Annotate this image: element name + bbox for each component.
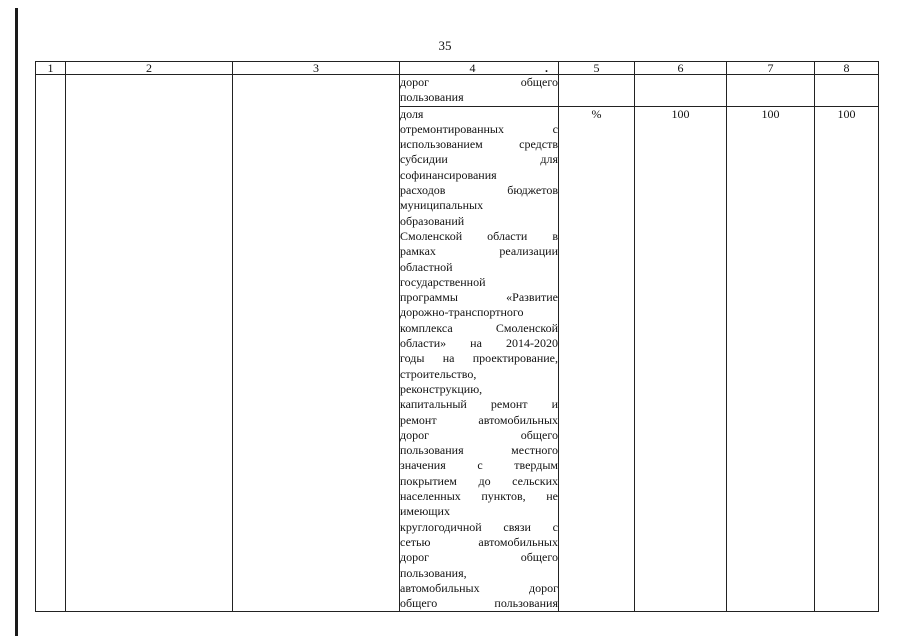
cell-col5-empty	[559, 75, 635, 107]
data-table	[35, 61, 879, 612]
text-line: сетью автомобильных	[400, 534, 558, 549]
header-cell-5: 5	[559, 62, 635, 75]
header-cell-3: 3	[233, 62, 400, 75]
header-cell-4: 4 .	[400, 62, 559, 75]
value-cell-col6: 100	[635, 106, 727, 612]
text-line: государственной	[400, 274, 486, 289]
text-line: комплекса Смоленской	[400, 320, 558, 335]
binding-edge-line	[15, 8, 18, 636]
text-line: имеющих	[400, 504, 450, 519]
page-number: 35	[438, 38, 452, 53]
header-cell-1: 1	[36, 62, 66, 75]
text-line: пользования	[400, 90, 464, 105]
cell-col2	[66, 75, 233, 612]
cell-col8-empty	[815, 75, 879, 107]
unit-cell: %	[559, 106, 635, 612]
text-line: рамках реализации	[400, 244, 558, 259]
text-line: ремонт автомобильных	[400, 412, 558, 427]
text-line: программы «Развитие	[400, 290, 558, 305]
text-line: субсидии для	[400, 152, 558, 167]
text-line: значения с твердым	[400, 458, 558, 473]
text-line: софинансирования	[400, 167, 497, 182]
cell-col7-empty	[727, 75, 815, 107]
table-header-row	[36, 62, 879, 75]
text-line: капитальный ремонт и	[400, 397, 558, 412]
header-cell-8: 8	[815, 62, 879, 75]
text-line: населенных пунктов, не	[400, 489, 558, 504]
text-line: пользования местного	[400, 443, 558, 458]
text-line: дорожно-транспортного	[400, 305, 524, 320]
cell-col6-empty	[635, 75, 727, 107]
text-line: автомобильных дорог	[400, 580, 558, 595]
text-line: дорог общего	[400, 75, 558, 89]
text-line: строительство,	[400, 366, 477, 381]
text-line: расходов бюджетов	[400, 183, 558, 198]
continuation-text	[400, 75, 559, 107]
header-cell-2: 2	[66, 62, 233, 75]
value-cell-col8: 100	[815, 106, 879, 612]
table-row-continuation	[36, 75, 879, 107]
header-cell-7: 7	[727, 62, 815, 75]
text-line: образований	[400, 213, 465, 228]
text-line: дорог общего	[400, 427, 558, 442]
text-line: области» на 2014-2020	[400, 336, 558, 351]
text-line: Смоленской области в	[400, 228, 558, 243]
text-line: годы на проектирование,	[400, 351, 558, 366]
text-line: использованием средств	[400, 137, 558, 152]
text-line: областной	[400, 259, 453, 274]
text-line: реконструкцию,	[400, 381, 483, 396]
indicator-description	[400, 106, 559, 612]
text-line: отремонтированных с	[400, 121, 558, 136]
header-cell-4-label: 4	[469, 61, 476, 75]
text-line: покрытием до сельских	[400, 473, 558, 488]
text-line: дорог общего	[400, 550, 558, 565]
text-line: пользования,	[400, 565, 467, 580]
cell-col3	[233, 75, 400, 612]
text-line: общего пользования	[400, 596, 558, 611]
text-line: круглогодичной связи с	[400, 519, 558, 534]
cell-col1	[36, 75, 66, 612]
header-cell-6: 6	[635, 62, 727, 75]
text-line: муниципальных	[400, 198, 484, 213]
text-line: доля	[400, 106, 424, 121]
value-cell-col7: 100	[727, 106, 815, 612]
